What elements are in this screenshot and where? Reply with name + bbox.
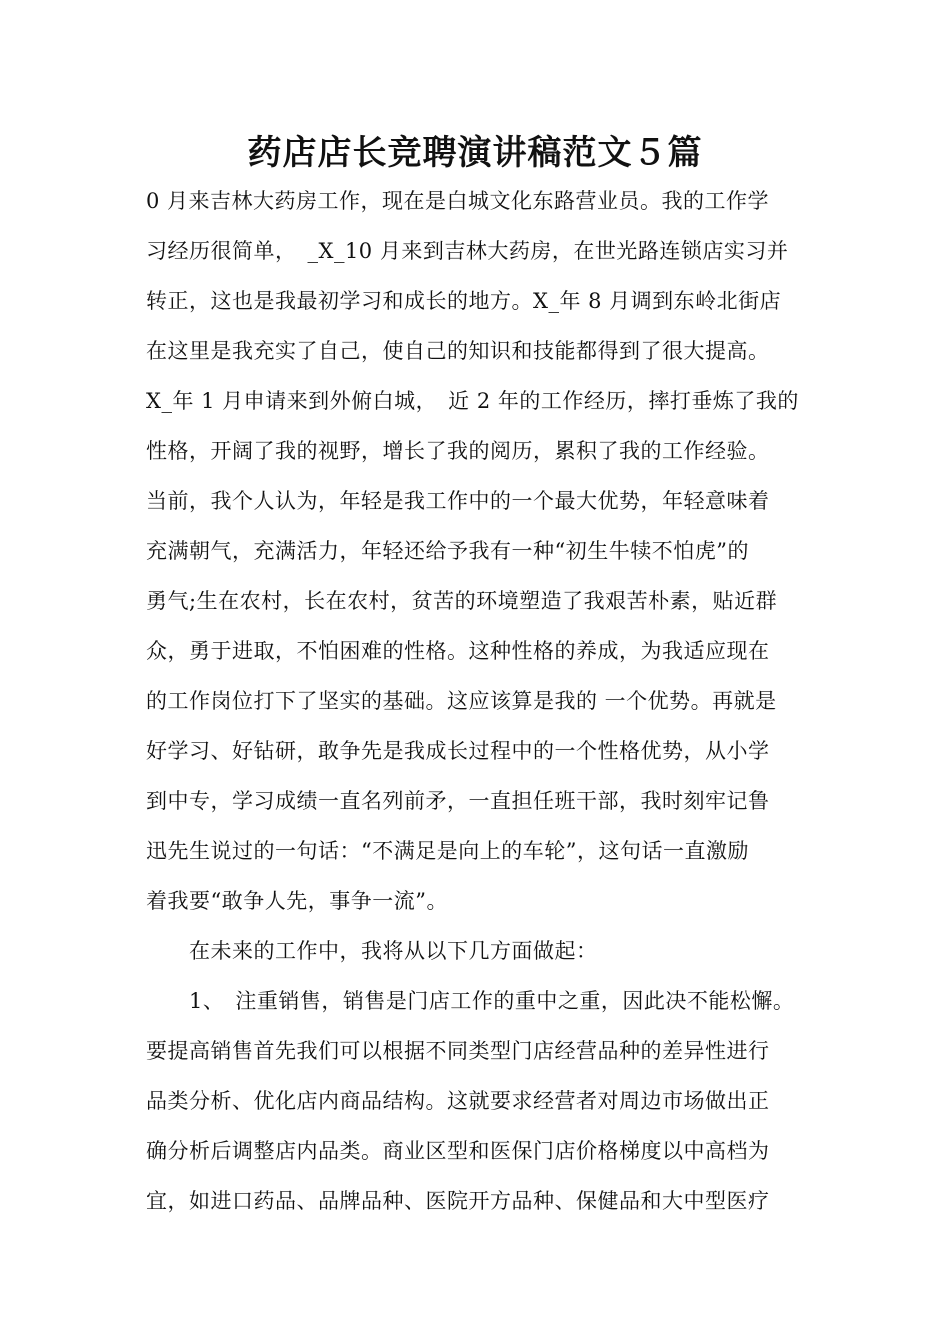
- body-text: [146, 176, 814, 1226]
- text-line: 转正，这也是我最初学习和成长的地方。X_年 8 月调到东岭北街店: [146, 289, 782, 313]
- text-line: 着我要“敢争人先，事争一流”。: [146, 889, 448, 913]
- text-line: 勇气;生在农村，长在农村，贫苦的环境塑造了我艰苦朴素，贴近群: [146, 589, 778, 613]
- text-line: 的工作岗位打下了坚实的基础。这应该算是我的 一个优势。再就是: [146, 689, 777, 713]
- text-line: 迅先生说过的一句话：“不满足是向上的车轮”，这句话一直激励: [146, 839, 749, 863]
- text-line: 要提高销售首先我们可以根据不同类型门店经营品种的差异性进行: [146, 1039, 770, 1063]
- text-line: 习经历很简单， _X_10 月来到吉林大药房，在世光路连锁店实习并: [146, 239, 789, 263]
- text-line: 宜，如进口药品、品牌品种、医院开方品种、保健品和大中型医疗: [146, 1189, 770, 1213]
- text-line: 性格，开阔了我的视野，增长了我的阅历，累积了我的工作经验。: [146, 439, 770, 463]
- text-line: 0 月来吉林大药房工作，现在是白城文化东路营业员。我的工作学: [146, 189, 770, 213]
- text-line: 充满朝气，充满活力，年轻还给予我有一种“初生牛犊不怕虎”的: [146, 539, 749, 563]
- text-line: 当前，我个人认为，年轻是我工作中的一个最大优势，年轻意味着: [146, 489, 770, 513]
- text-line: 在未来的工作中，我将从以下几方面做起：: [189, 939, 598, 963]
- text-line: 众，勇于进取，不怕困难的性格。这种性格的养成，为我适应现在: [146, 639, 770, 663]
- text-line: 在这里是我充实了自己，使自己的知识和技能都得到了很大提高。: [146, 339, 770, 363]
- text-line: 品类分析、优化店内商品结构。这就要求经营者对周边市场做出正: [146, 1089, 770, 1113]
- text-line: 到中专，学习成绩一直名列前矛，一直担任班干部，我时刻牢记鲁: [146, 789, 770, 813]
- text-line: X_年 1 月申请来到外俯白城， 近 2 年的工作经历，摔打垂炼了我的: [146, 389, 799, 413]
- text-line: 好学习、好钻研，敢争先是我成长过程中的一个性格优势，从小学: [146, 739, 770, 763]
- page-title: 药店店长竞聘演讲稿范文５篇: [247, 133, 703, 173]
- text-line: 确分析后调整店内品类。商业区型和医保门店价格梯度以中高档为: [146, 1139, 770, 1163]
- text-line: 1、 注重销售，销售是门店工作的重中之重，因此决不能松懈。: [189, 989, 795, 1013]
